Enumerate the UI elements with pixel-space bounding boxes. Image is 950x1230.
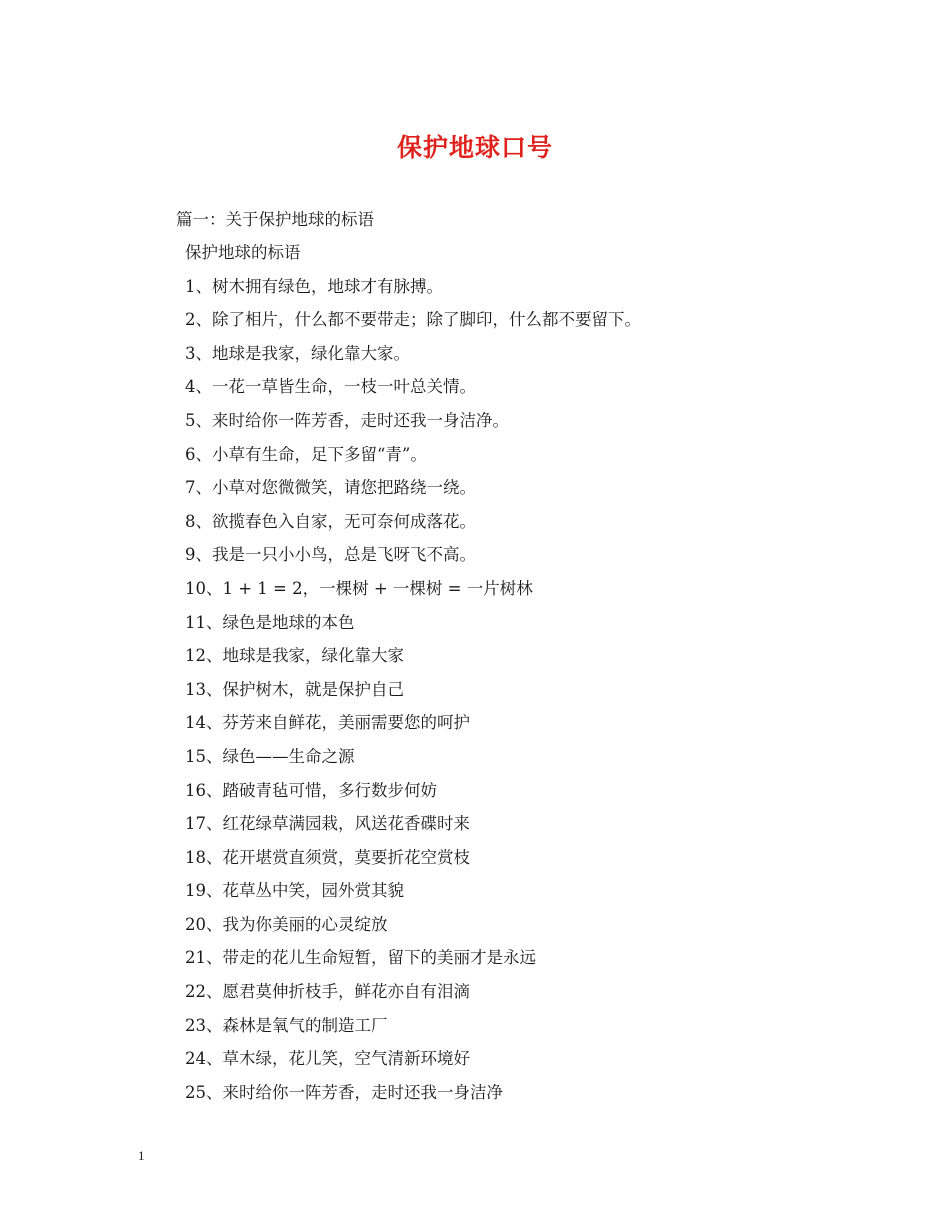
list-item: 3、地球是我家，绿化靠大家。: [185, 343, 410, 363]
list-item: 13、保护树木，就是保护自己: [185, 679, 404, 699]
list-item: 1、树木拥有绿色，地球才有脉搏。: [185, 276, 443, 296]
list-item: 21、带走的花儿生命短暂，留下的美丽才是永远: [185, 948, 536, 968]
list-item: 22、愿君莫伸折枝手，鲜花亦自有泪滴: [185, 982, 470, 1002]
list-item: 14、芬芳来自鲜花，美丽需要您的呵护: [185, 713, 470, 733]
page-number: 1: [138, 1148, 145, 1163]
list-item: 12、地球是我家，绿化靠大家: [185, 646, 404, 666]
list-item: 11、绿色是地球的本色: [185, 612, 355, 632]
list-subtitle: 保护地球的标语: [185, 243, 301, 262]
list-item: 25、来时给你一阵芳香，走时还我一身洁净: [185, 1082, 503, 1102]
list-item: 9、我是一只小小鸟，总是飞呀飞不高。: [185, 545, 476, 565]
document-title: 保护地球口号: [396, 133, 553, 162]
list-item: 4、一花一草皆生命，一枝一叶总关情。: [185, 377, 476, 397]
section-heading: 篇一：关于保护地球的标语: [176, 210, 374, 229]
list-item: 20、我为你美丽的心灵绽放: [185, 914, 388, 934]
list-item: 19、花草丛中笑，园外赏其貌: [185, 881, 404, 901]
list-item: 24、草木绿，花儿笑，空气清新环境好: [185, 1049, 470, 1069]
slogan-list: [185, 240, 641, 1113]
list-item: 6、小草有生命，足下多留“青”。: [185, 444, 427, 464]
list-item: 8、欲揽春色入自家，无可奈何成落花。: [185, 511, 476, 531]
list-item: 16、踏破青毡可惜，多行数步何妨: [185, 780, 437, 800]
list-item: 18、花开堪赏直须赏，莫要折花空赏枝: [185, 847, 470, 867]
list-item: 15、绿色——生命之源: [185, 746, 355, 766]
list-item: 23、森林是氧气的制造工厂: [185, 1015, 388, 1035]
list-item: 7、小草对您微微笑，请您把路绕一绕。: [185, 478, 476, 498]
list-item: 17、红花绿草满园栽，风送花香碟时来: [185, 814, 470, 834]
list-item: 2、除了相片，什么都不要带走；除了脚印，什么都不要留下。: [185, 310, 641, 330]
list-item: 5、来时给你一阵芳香，走时还我一身洁净。: [185, 410, 509, 430]
list-item: 10、1 + 1 = 2，一棵树 + 一棵树 = 一片树林: [185, 578, 533, 598]
